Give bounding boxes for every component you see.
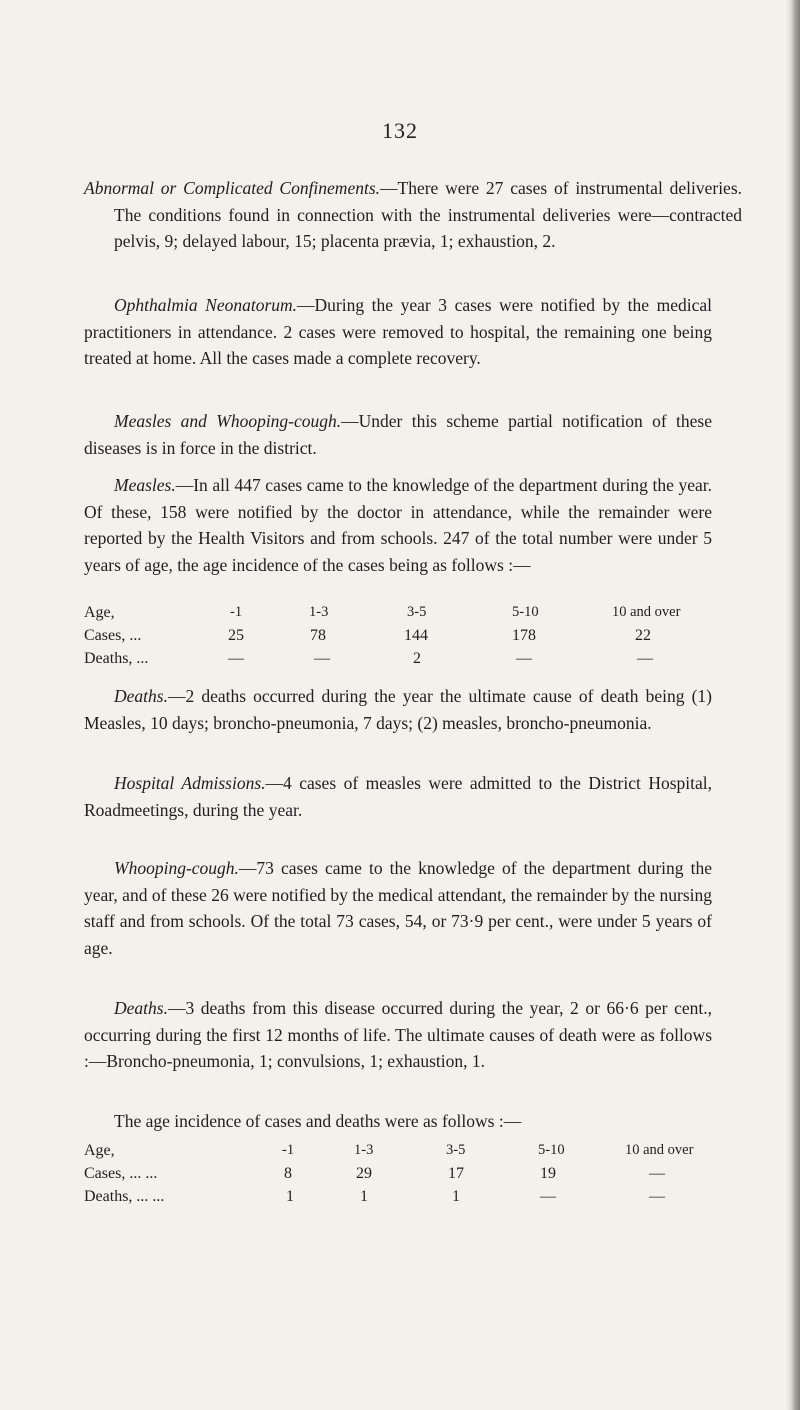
table-cell: —: [228, 650, 244, 667]
age-header: 10 and over: [612, 604, 681, 620]
hospital-admissions-heading: Hospital Admissions.: [114, 773, 266, 793]
measles-whooping-paragraph: [84, 408, 712, 461]
age-header: 5-10: [538, 1142, 565, 1158]
whooping-age-intro: The age incidence of cases and deaths were as follows :—: [114, 1111, 522, 1131]
table-cell: —: [649, 1188, 665, 1205]
measles-age-table: [84, 604, 764, 673]
whooping-cough-text: —73 cases came to the knowledge of the department during the year, and of these 26 were notified by the medical attendant, the remainder by the nursing staff and from schools. Of the total 73 cases, 54, or 73·9 per cent., were under 5 years of age.: [84, 858, 712, 958]
ophthalmia-paragraph: [84, 292, 712, 372]
abnormal-confinements-paragraph: [84, 175, 742, 255]
age-header: -1: [230, 604, 243, 620]
table-cell: 8: [284, 1165, 292, 1182]
table-cell: 178: [512, 627, 536, 644]
table-row: [84, 604, 764, 627]
measles-deaths-paragraph: [84, 683, 712, 736]
row-label: Age,: [84, 604, 115, 621]
table-row: [84, 1142, 764, 1165]
table-cell: 25: [228, 627, 244, 644]
page-edge-shadow: [786, 0, 800, 1410]
table-cell: 19: [540, 1165, 556, 1182]
row-label: Cases, ... ...: [84, 1165, 158, 1182]
row-label: Deaths, ...: [84, 650, 149, 667]
table-cell: 144: [404, 627, 428, 644]
whooping-cough-heading: Whooping-cough.: [114, 858, 239, 878]
table-cell: —: [649, 1165, 665, 1182]
table-cell: —: [516, 650, 532, 667]
measles-deaths-text: —2 deaths occurred during the year the ultimate cause of death being (1) Measles, 10 days; broncho-pneumonia, 7 days; (2) measles, broncho-pneumonia.: [84, 686, 712, 733]
table-cell: 1: [286, 1188, 294, 1205]
abnormal-confinements-text: —There were 27 cases of instrumental deliveries. The conditions found in connection with the instrumental deliveries were—contracted pelvis, 9; delayed labour, 15; placenta prævia, 1; exhaustion, 2.: [114, 178, 743, 251]
table-cell: —: [314, 650, 330, 667]
age-header: 3-5: [446, 1142, 466, 1158]
page-number: 132: [382, 118, 418, 143]
hospital-admissions-paragraph: [84, 770, 712, 823]
measles-text: —In all 447 cases came to the knowledge of the department during the year. Of these, 158 were notified by the doctor in attendance, while the remainder were reported by the Health Visitors and from schools. 247 of the total number were under 5 years of age, the age incidence of the cases being as follows :—: [84, 475, 712, 575]
whooping-deaths-paragraph: [84, 995, 712, 1075]
table-cell: 1: [360, 1188, 368, 1205]
table-cell: 2: [413, 650, 421, 667]
ophthalmia-heading: Ophthalmia Neonatorum.: [114, 295, 298, 315]
table-row: [84, 627, 764, 650]
measles-deaths-heading: Deaths.: [114, 686, 168, 706]
table-row: [84, 650, 764, 673]
table-cell: 17: [448, 1165, 464, 1182]
measles-paragraph: [84, 472, 712, 578]
hospital-admissions-text: —4 cases of measles were admitted to the District Hospital, Roadmeetings, during the year.: [84, 773, 712, 820]
table-cell: 22: [635, 627, 651, 644]
table-cell: —: [637, 650, 653, 667]
age-header: 5-10: [512, 604, 539, 620]
row-label: Deaths, ... ...: [84, 1188, 165, 1205]
age-header: 1-3: [354, 1142, 374, 1158]
table-cell: —: [540, 1188, 556, 1205]
age-header: 1-3: [309, 604, 329, 620]
whooping-deaths-heading: Deaths.: [114, 998, 168, 1018]
age-header: -1: [282, 1142, 295, 1158]
row-label: Age,: [84, 1142, 115, 1159]
whooping-cough-paragraph: [84, 855, 712, 961]
age-header: 10 and over: [625, 1142, 694, 1158]
row-label: Cases, ...: [84, 627, 142, 644]
table-row: [84, 1165, 764, 1188]
abnormal-confinements-heading: Abnormal or Complicated Confinements.: [84, 178, 381, 198]
measles-whooping-heading: Measles and Whooping-cough.: [114, 411, 342, 431]
age-header: 3-5: [407, 604, 427, 620]
measles-heading: Measles.: [114, 475, 176, 495]
ophthalmia-text: —During the year 3 cases were notified by the medical practitioners in attendance. 2 cases were removed to hospital, the remaining one being treated at home. All the cases made a complete recovery.: [84, 295, 712, 368]
table-row: [84, 1188, 764, 1211]
whooping-age-table: [84, 1142, 764, 1211]
measles-whooping-text: —Under this scheme partial notification of these diseases is in force in the district.: [84, 411, 712, 458]
whooping-deaths-text: —3 deaths from this disease occurred during the year, 2 or 66·6 per cent., occurring during the first 12 months of life. The ultimate causes of death were as follows :—Broncho-pneumonia, 1; convulsions, 1; exhaustion, 1.: [84, 998, 712, 1071]
table-cell: 1: [452, 1188, 460, 1205]
table-cell: 78: [310, 627, 326, 644]
table-cell: 29: [356, 1165, 372, 1182]
